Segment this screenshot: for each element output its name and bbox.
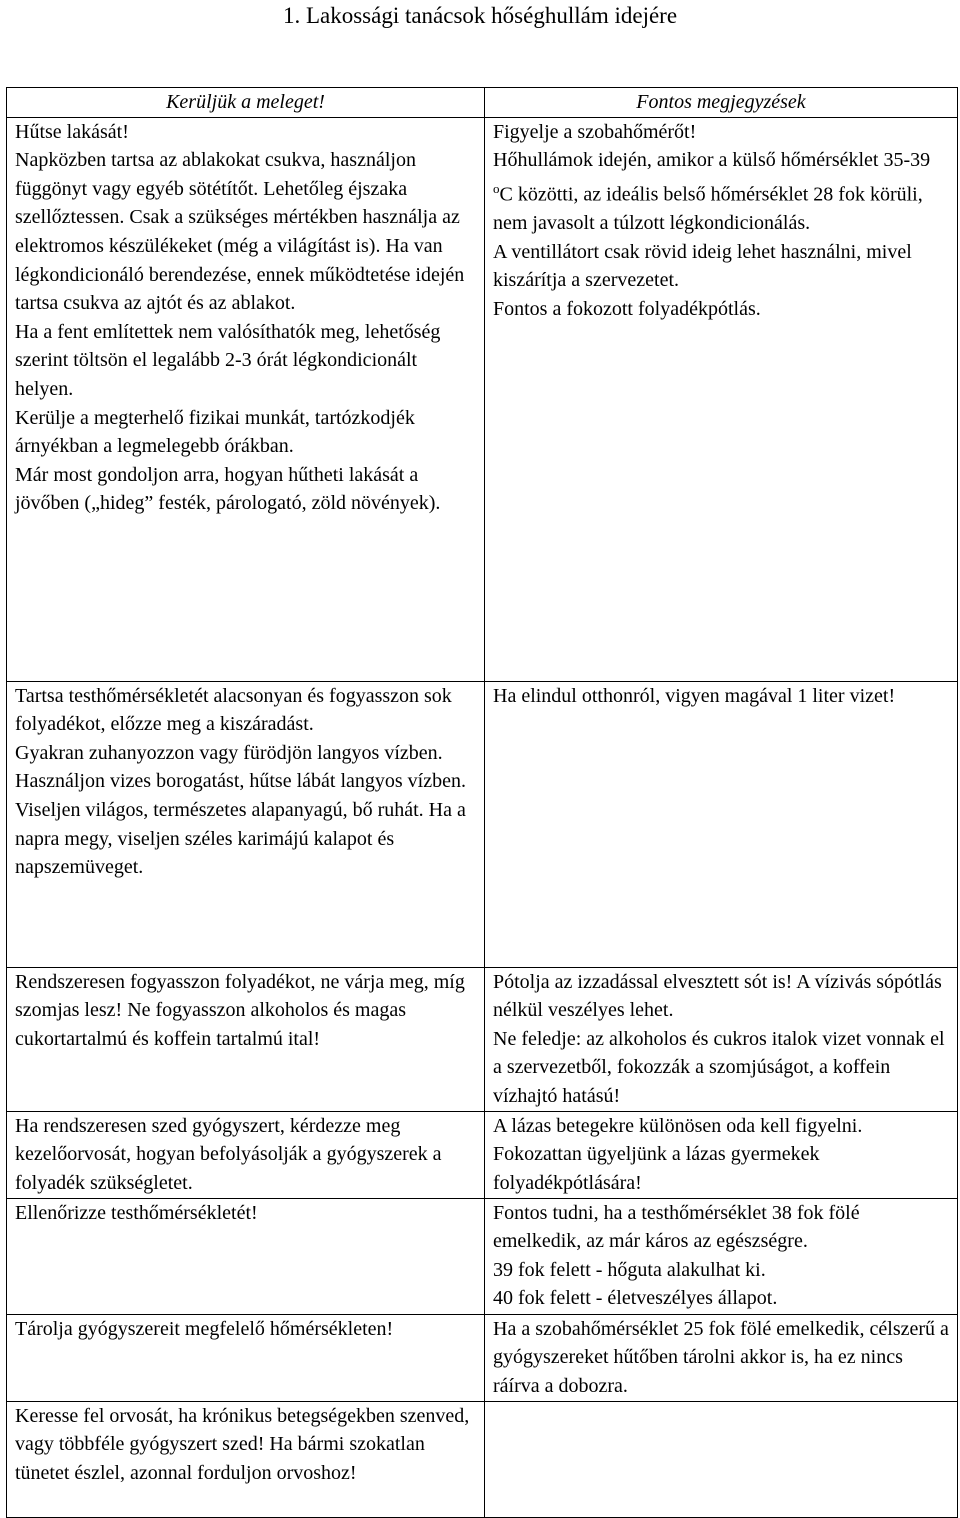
header-avoid-heat: Kerüljük a meleget! [7, 88, 485, 118]
advice-cell [7, 1314, 485, 1401]
advice-text: Hűtse lakását! [15, 120, 129, 143]
advice-text: Viseljen világos, természetes alapanyagú, bő ruhát. Ha a napra megy, viseljen széles karimájú kalapot és napszemüveget. [15, 798, 466, 879]
advice-text: Rendszeresen fogyasszon folyadékot, ne várja meg, míg szomjas lesz! Ne fogyasszon alkoholos és magas cukortartalmú és koffein tartalmú ital! [15, 970, 465, 1050]
table-row [7, 967, 958, 1111]
note-cell [485, 1314, 958, 1401]
header-important-notes: Fontos megjegyzések [485, 88, 958, 118]
advice-text: Ellenőrizze testhőmérsékletét! [15, 1201, 258, 1224]
note-text: Pótolja az izzadással elvesztett sót is! A vízivás sópótlás nélkül veszélyes lehet. [493, 970, 942, 1022]
advice-text: Gyakran zuhanyozzon vagy fürödjön langyos vízben. [15, 741, 443, 764]
advice-cell [7, 117, 485, 681]
table-row [7, 1111, 958, 1198]
advice-table [6, 87, 958, 1518]
note-text: 40 fok felett - életveszélyes állapot. [493, 1287, 778, 1310]
note-cell [485, 967, 958, 1111]
note-text: Ha elindul otthonról, vigyen magával 1 liter vizet! [493, 684, 896, 707]
advice-cell [7, 967, 485, 1111]
heatwave-text-a: Hőhullámok idején, amikor a külső hőmérséklet 35-39 [493, 149, 931, 172]
note-text: A ventillátort csak rövid ideig lehet használni, mivel kiszárítja a szervezetet. [493, 240, 912, 292]
table-header-row [7, 88, 958, 118]
advice-text: Kerülje a megterhelő fizikai munkát, tartózkodjék árnyékban a legmelegebb órákban. [15, 406, 415, 458]
degree-sign: o [493, 180, 500, 196]
advice-text: Tárolja gyógyszereit megfelelő hőmérsékleten! [15, 1317, 394, 1340]
advice-text: Használjon vizes borogatást, hűtse lábát langyos vízben. [15, 770, 466, 793]
note-text [493, 146, 949, 237]
note-text: 39 fok felett - hőguta alakulhat ki. [493, 1258, 766, 1281]
note-text: Fontos tudni, ha a testhőmérséklet 38 fok fölé emelkedik, az már káros az egészségre. [493, 1201, 860, 1253]
advice-cell [7, 681, 485, 967]
table-row [7, 1314, 958, 1401]
note-text: Fontos a fokozott folyadékpótlás. [493, 297, 761, 320]
table-row [7, 1401, 958, 1517]
advice-text: Tartsa testhőmérsékletét alacsonyan és fogyasszon sok folyadékot, előzze meg a kiszáradást. [15, 684, 452, 736]
advice-cell [7, 1111, 485, 1198]
document-title: 1. Lakossági tanácsok hőséghullám idejére [282, 3, 678, 28]
advice-text: Ha a fent említettek nem valósíthatók meg, lehetőség szerint töltsön el legalább 2-3 órát légkondicionált helyen. [15, 320, 441, 400]
advice-text: Ha rendszeresen szed gyógyszert, kérdezze meg kezelőorvosát, hogyan befolyásolják a gyógyszerek a folyadék szükségletet. [15, 1114, 442, 1194]
note-cell [485, 681, 958, 967]
heatwave-text-b: C közötti, az ideális belső hőmérséklet 28 fok körüli, nem javasolt a túlzott légkondicionálás. [493, 183, 923, 235]
advice-text: Napközben tartsa az ablakokat csukva, használjon függönyt vagy egyéb sötétítőt. Lehetőleg éjszaka szellőztessen. Csak a szükséges mértékben használja az elektromos készülékeket (még a világítást is). Ha van légkondicionáló berendezése, ennek működtetése idején tartsa csukva az ajtót és az ablakot. [15, 149, 465, 315]
advice-text: Már most gondoljon arra, hogyan hűtheti lakását a jövőben („hideg” festék, párologató, zöld növények). [15, 463, 441, 515]
advice-cell [7, 1401, 485, 1517]
advice-text: Keresse fel orvosát, ha krónikus betegségekben szenved, vagy többféle gyógyszert szed! Ha bármi szokatlan tünetet észlel, azonnal forduljon orvoshoz! [15, 1404, 470, 1484]
note-text: Figyelje a szobahőmérőt! [493, 120, 697, 143]
note-text: A lázas betegekre különösen oda kell figyelni. Fokozattan ügyeljünk a lázas gyermekek folyadékpótlására! [493, 1114, 863, 1194]
table-row [7, 681, 958, 967]
note-cell [485, 117, 958, 681]
note-text: Ne feledje: az alkoholos és cukros italok vizet vonnak el a szervezetből, fokozzák a szomjúságot, a koffein vízhajtó hatású! [493, 1027, 945, 1107]
note-cell [485, 1198, 958, 1314]
note-text: Ha a szobahőmérséklet 25 fok fölé emelkedik, célszerű a gyógyszereket hűtőben tárolni akkor is, ha ez nincs ráírva a dobozra. [493, 1317, 949, 1397]
table-row [7, 1198, 958, 1314]
note-cell [485, 1401, 958, 1517]
table-row [7, 117, 958, 681]
advice-cell [7, 1198, 485, 1314]
note-cell [485, 1111, 958, 1198]
